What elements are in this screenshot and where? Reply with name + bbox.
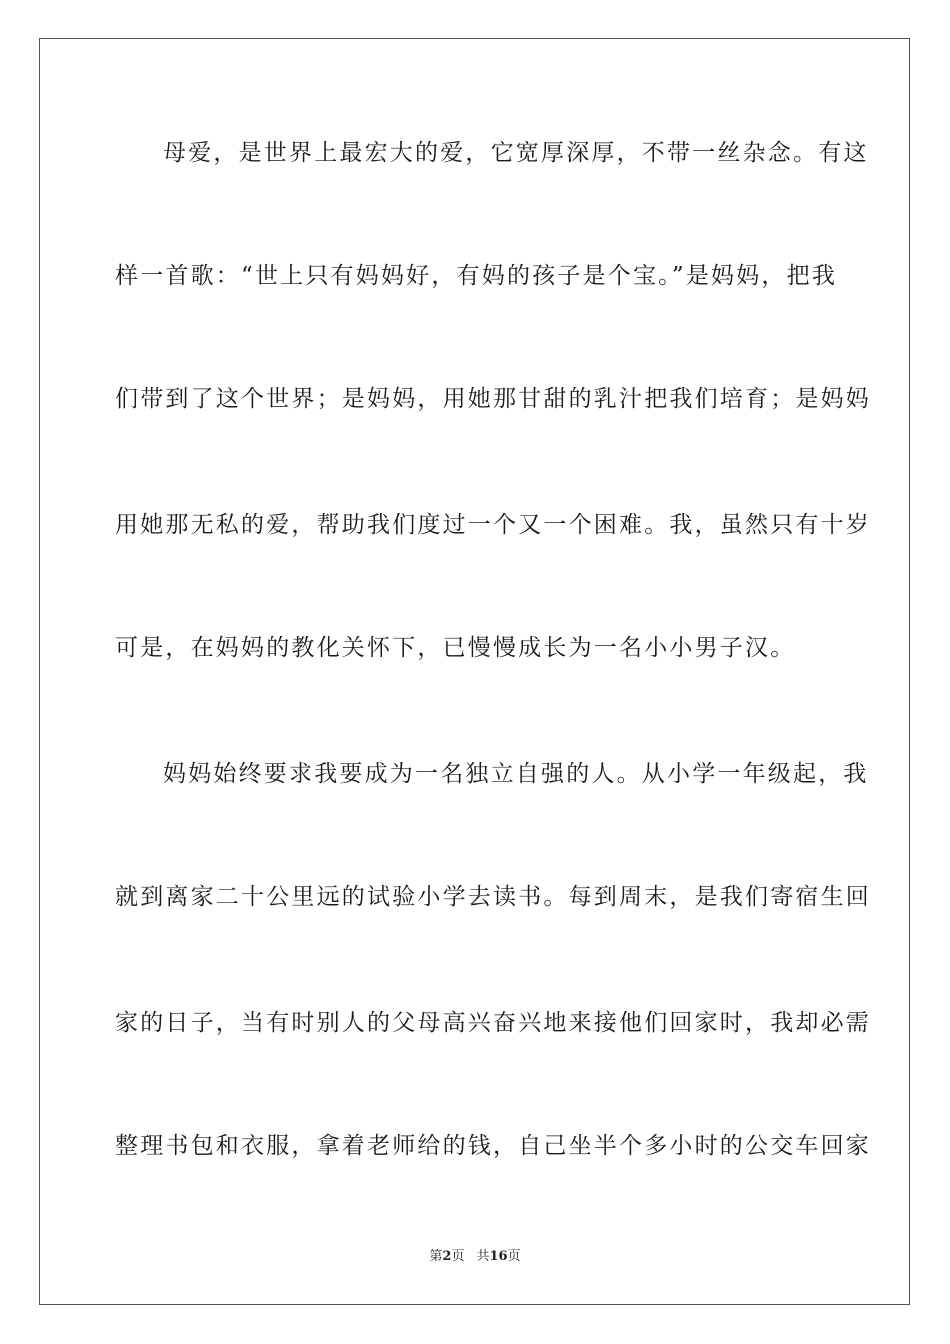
page-prefix: 第 bbox=[429, 1249, 443, 1264]
text-line: 们带到了这个世界；是妈妈，用她那甘甜的乳汁把我们培育；是妈妈 bbox=[115, 386, 871, 412]
text-line: 用她那无私的爱，帮助我们度过一个又一个困难。我，虽然只有十岁 bbox=[115, 512, 871, 538]
page-suffix: 页 bbox=[451, 1249, 465, 1264]
text-line: 整理书包和衣服，拿着老师给的钱，自己坐半个多小时的公交车回家 bbox=[115, 1133, 871, 1159]
text-line: 就到离家二十公里远的试验小学去读书。每到周末，是我们寄宿生回 bbox=[115, 884, 871, 910]
page-border bbox=[39, 38, 910, 1305]
page-footer bbox=[0, 1248, 950, 1266]
total-suffix: 页 bbox=[507, 1249, 521, 1264]
page-number: 2 bbox=[442, 1249, 452, 1264]
text-line: 可是，在妈妈的教化关怀下，已慢慢成长为一名小小男子汉。 bbox=[115, 635, 796, 661]
total-pages: 16 bbox=[489, 1249, 508, 1264]
text-line: 家的日子，当有时别人的父母高兴奋兴地来接他们回家时，我却必需 bbox=[115, 1010, 871, 1036]
text-line: 母爱，是世界上最宏大的爱，它宽厚深厚，不带一丝杂念。有这 bbox=[163, 140, 869, 166]
text-line: 妈妈始终要求我要成为一名独立自强的人。从小学一年级起，我 bbox=[163, 761, 869, 787]
text-line: 样一首歌：“世上只有妈妈好，有妈的孩子是个宝。”是妈妈，把我 bbox=[115, 263, 838, 289]
total-prefix: 共 bbox=[476, 1249, 490, 1264]
